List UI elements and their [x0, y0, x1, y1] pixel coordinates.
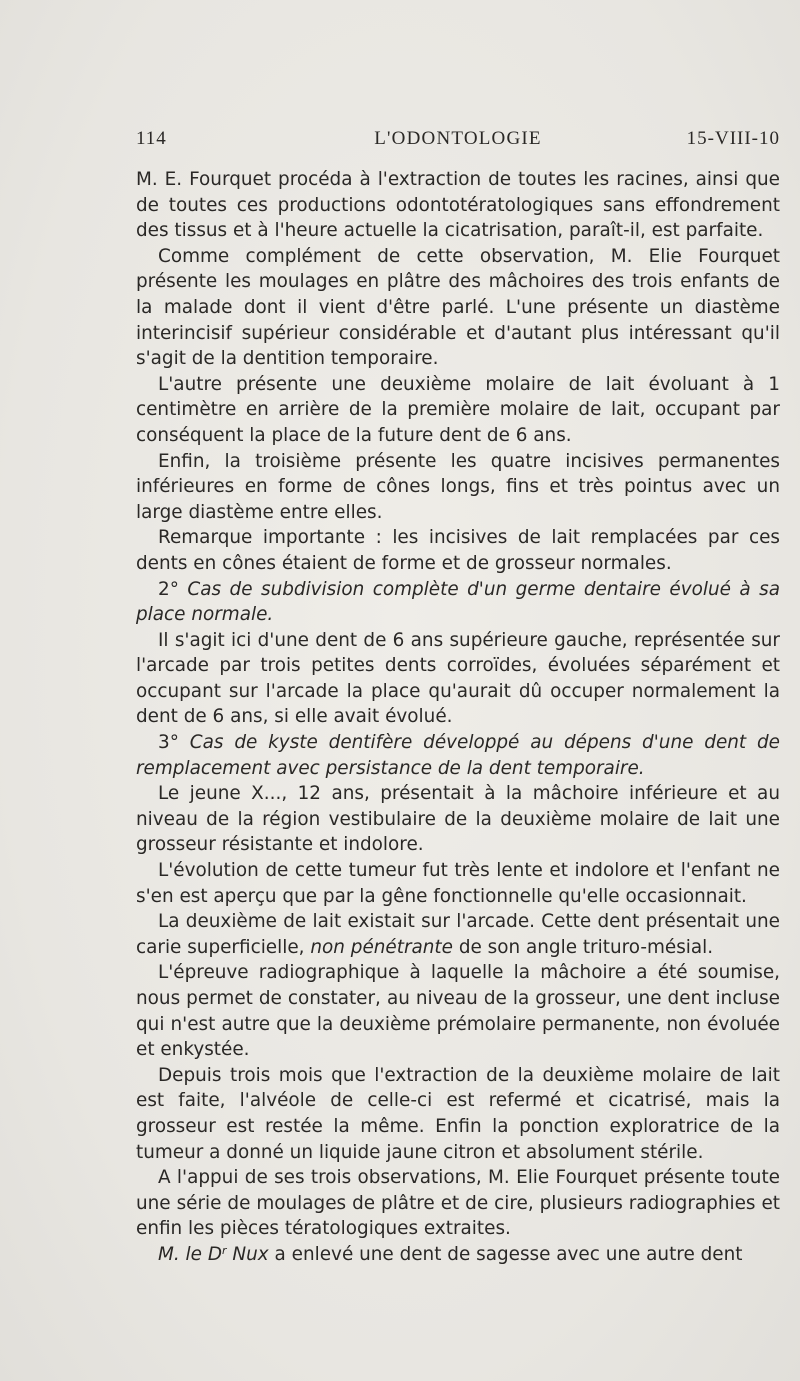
- paragraph-11-start: La deuxième de lait existait sur l'arcade. Cette dent présentait une carie superficielle,: [136, 911, 780, 958]
- paragraph-14: A l'appui de ses trois observations, M. Elie Fourquet présente toute une série de moulages de plâtre et de cire, plusieurs radiographies et enfin les pièces tératologiques extraites.: [136, 1167, 780, 1240]
- paragraph-2: Comme complément de cette observation, M. Elie Fourquet présente les moulages en plâtre des mâchoires des trois enfants de la malade dont il vient d'être parlé. L'une présente un diastème interincisif supérieur considérable et d'autant plus intéressant qu'il s'agit de la dentition temporaire.: [136, 245, 780, 370]
- paragraph-11-italic: non pénétrante: [310, 936, 453, 958]
- section-title-3: Cas de kyste dentifère développé au dépens d'une dent de remplacement avec persistance de la dent temporaire.: [136, 732, 780, 779]
- paragraph-7: Il s'agit ici d'une dent de 6 ans supérieure gauche, représentée sur l'arcade par trois petites dents corroïdes, évoluées séparément et occupant sur l'arcade la place qu'aurait dû occuper normalement la dent de 6 ans, si elle avait évolué.: [136, 629, 780, 728]
- section-number-3: 3°: [158, 732, 179, 754]
- speaker-title: M. le D: [158, 1243, 222, 1265]
- body-text: [136, 167, 780, 1268]
- speaker-name: Nux: [232, 1243, 269, 1265]
- paragraph-5: Remarque importante : les incisives de lait remplacées par ces dents en cônes étaient de forme et de grosseur normales.: [136, 527, 780, 574]
- paragraph-13: Depuis trois mois que l'extraction de la deuxième molaire de lait est faite, l'alvéole de celle-ci est refermé et cicatrisé, mais la grosseur est restée la même. Enfin la ponction exploratrice de la tumeur a donné un liquide jaune citron et absolument stérile.: [136, 1064, 780, 1163]
- issue-date: 15-VIII-10: [686, 128, 780, 149]
- paragraph-12: L'épreuve radiographique à laquelle la mâchoire a été soumise, nous permet de constater, au niveau de la grosseur, une dent incluse qui n'est autre que la deuxième prémolaire permanente, non évoluée et enkystée.: [136, 962, 780, 1061]
- paragraph-11: [136, 909, 780, 960]
- running-title: L'ODONTOLOGIE: [374, 128, 542, 149]
- paragraph-9: Le jeune X..., 12 ans, présentait à la mâchoire inférieure et au niveau de la région vestibulaire de la deuxième molaire de lait une grosseur résistante et indolore.: [136, 783, 780, 856]
- paragraph-1: M. E. Fourquet procéda à l'extraction de toutes les racines, ainsi que de toutes ces productions odontotératologiques sans effondrement des tissus et à l'heure actuelle la cicatrisation, paraît-il, est parfaite.: [136, 169, 780, 242]
- paragraph-3: L'autre présente une deuxième molaire de lait évoluant à 1 centimètre en arrière de la première molaire de lait, occupant par conséquent la place de la future dent de 6 ans.: [136, 373, 780, 446]
- paragraph-10: L'évolution de cette tumeur fut très lente et indolore et l'enfant ne s'en est aperçu que par la gêne fonctionnelle qu'elle occasionnait.: [136, 860, 780, 907]
- page-number: 114: [136, 128, 167, 149]
- paragraph-15: [136, 1242, 780, 1268]
- section-number-2: 2°: [158, 578, 179, 600]
- speaker-title-sup: r: [222, 1243, 227, 1257]
- section-heading-3: [136, 730, 780, 781]
- running-header: [136, 128, 780, 160]
- paragraph-4: Enfin, la troisième présente les quatre incisives permanentes inférieures en forme de cônes longs, fins et très pointus avec un large diastème entre elles.: [136, 450, 780, 523]
- section-heading-2: [136, 577, 780, 628]
- paragraph-11-end: de son angle trituro-mésial.: [458, 936, 714, 958]
- section-title-2: Cas de subdivision complète d'un germe dentaire évolué à sa place normale.: [136, 578, 780, 626]
- paragraph-15-text: a enlevé une dent de sagesse avec une autre dent: [274, 1243, 743, 1265]
